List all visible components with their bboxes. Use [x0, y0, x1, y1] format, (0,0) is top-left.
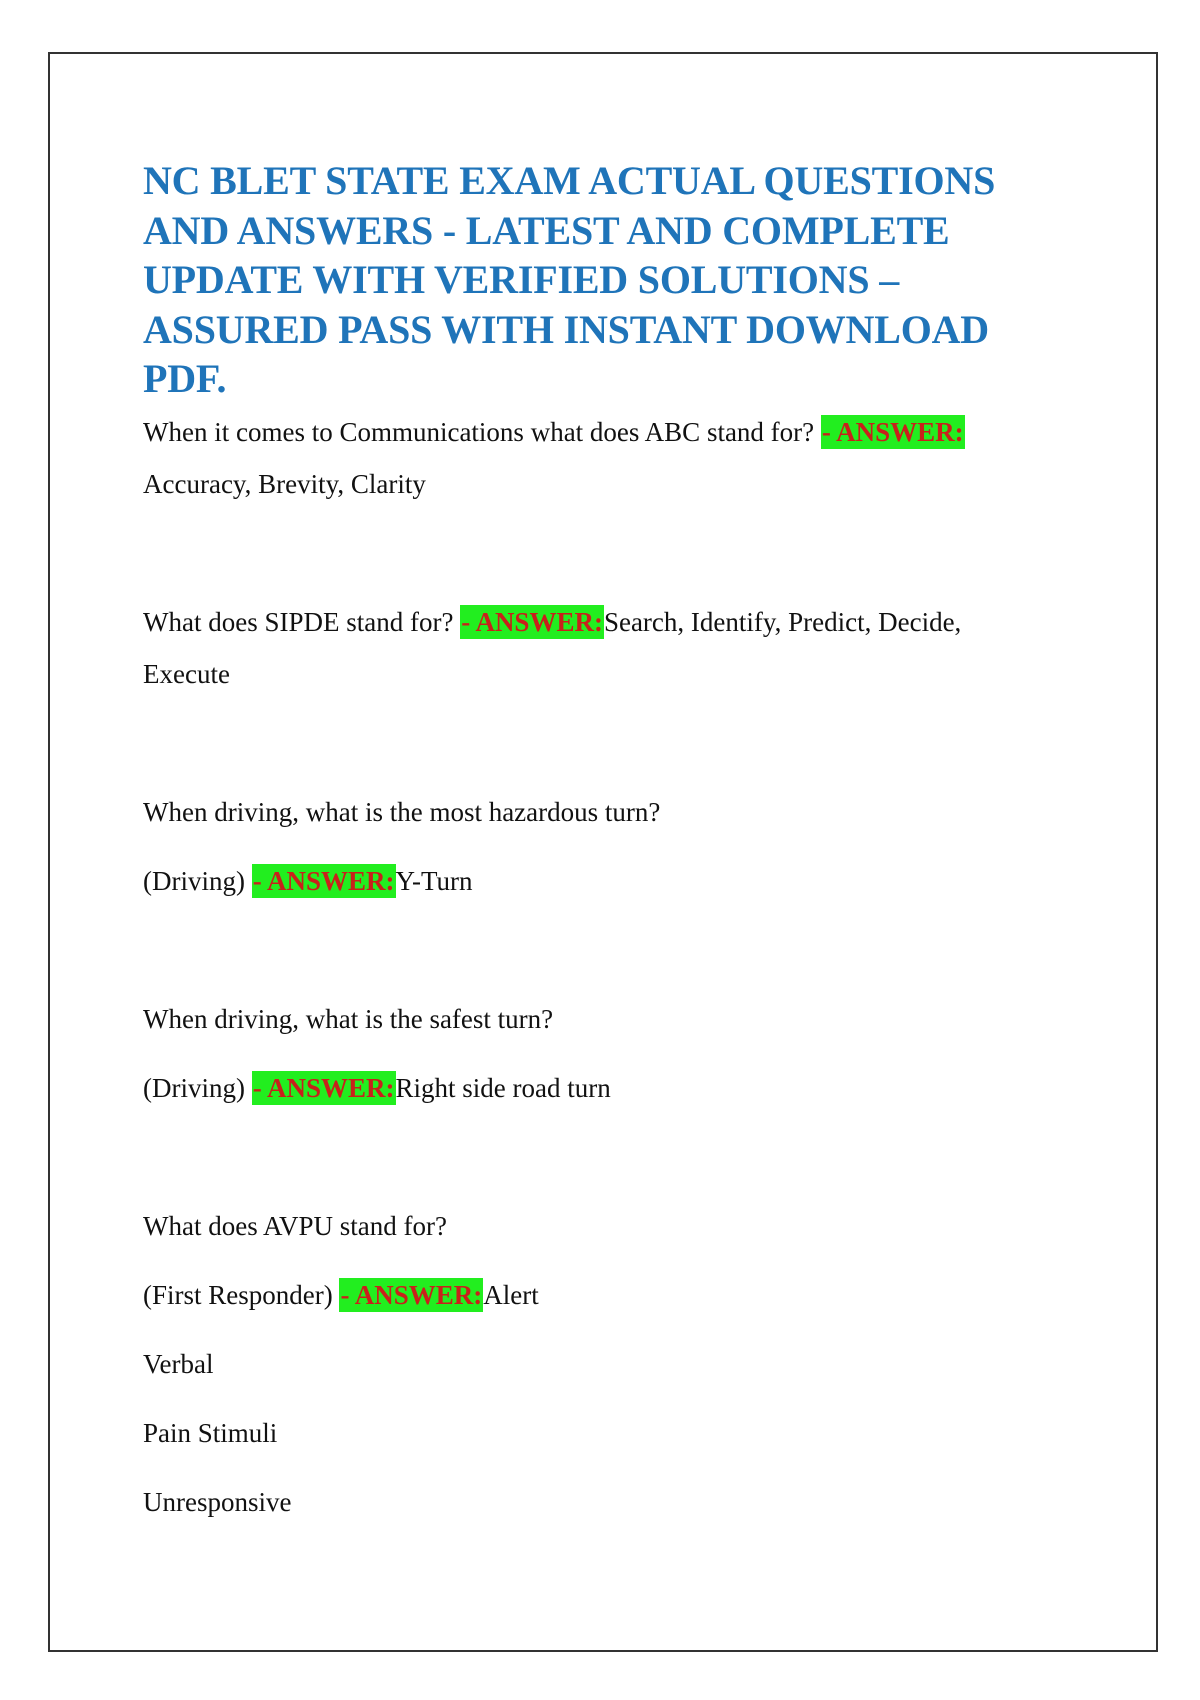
answer-line [143, 1269, 1083, 1321]
qa-item [143, 596, 1083, 700]
question-text: What does AVPU stand for? [143, 1210, 447, 1241]
answer-tag: - ANSWER: [252, 865, 395, 896]
answer-list-item: Unresponsive [143, 1486, 292, 1517]
answer-text: Alert [483, 1279, 539, 1310]
answer-text: Right side road turn [395, 1072, 611, 1103]
category-label: (Driving) [143, 865, 252, 896]
document-page [48, 52, 1158, 1652]
answer-line [143, 855, 1083, 907]
title-line: UPDATE WITH VERIFIED SOLUTIONS – [143, 257, 900, 302]
page-content [143, 156, 1083, 1528]
question-text [143, 596, 1083, 648]
answer-tag: - ANSWER: [252, 1072, 395, 1103]
answer-tag: - ANSWER: [821, 416, 964, 447]
answer-text: Y-Turn [395, 865, 473, 896]
answer-line [143, 1062, 1083, 1114]
question-text [143, 406, 1083, 458]
title-line: NC BLET STATE EXAM ACTUAL QUESTIONS [143, 158, 996, 203]
question-text: When driving, what is the safest turn? [143, 1003, 554, 1034]
qa-item [143, 993, 1083, 1114]
qa-item [143, 786, 1083, 907]
title-line: AND ANSWERS - LATEST AND COMPLETE [143, 207, 950, 253]
answer-tag: - ANSWER: [340, 1279, 483, 1310]
document-title [143, 156, 1083, 404]
answer-text: Accuracy, Brevity, Clarity [143, 468, 426, 499]
qa-item [143, 406, 1083, 510]
answer-tag: - ANSWER: [461, 606, 603, 637]
title-line: PDF. [143, 356, 227, 401]
question-label: What does SIPDE stand for? [143, 606, 461, 637]
question-label: When it comes to Communications what does ABC stand for? [143, 416, 821, 447]
qa-item [143, 1200, 1083, 1528]
answer-list-item: Pain Stimuli [143, 1417, 278, 1448]
category-label: (Driving) [143, 1072, 252, 1103]
category-label: (First Responder) [143, 1279, 340, 1310]
question-text: When driving, what is the most hazardous turn? [143, 796, 661, 827]
title-line: ASSURED PASS WITH INSTANT DOWNLOAD [143, 306, 989, 352]
answer-list-item: Verbal [143, 1348, 214, 1379]
answer-text: Execute [143, 658, 230, 689]
answer-text: Search, Identify, Predict, Decide, [603, 606, 962, 637]
